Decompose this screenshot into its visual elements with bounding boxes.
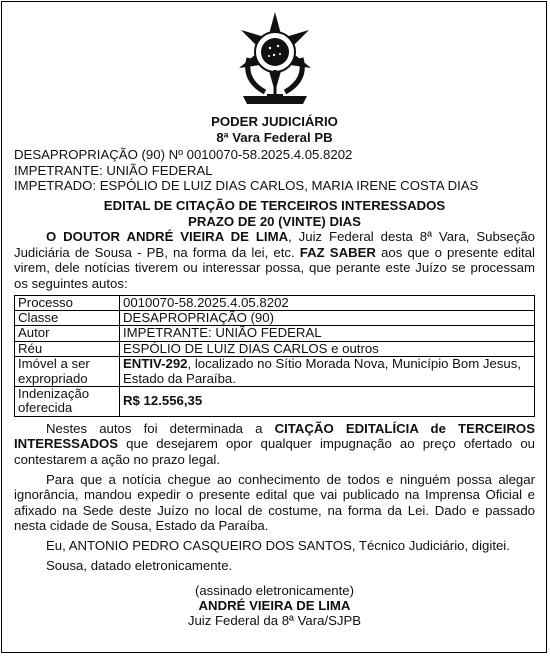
edital-title-line1: EDITAL DE CITAÇÃO DE TERCEIROS INTERESSADOS xyxy=(103,197,446,213)
indenizacao-value: R$ 12.556,35 xyxy=(123,393,203,409)
intro-text-2: aos que o presente edital virem, dele notícias tiverem ou interessar possa, que perante este Juízo se processam os seguintes autos: xyxy=(14,244,535,291)
table-cell-value: DESAPROPRIAÇÃO (90) xyxy=(120,310,535,325)
typist-paragraph: Eu, ANTONIO PEDRO CASQUEIRO DOS SANTOS, Técnico Judiciário, digitei. xyxy=(46,537,510,553)
org-name: PODER JUDICIÁRIO xyxy=(211,114,338,129)
table-cell-value: 0010070-58.2025.4.05.8202 xyxy=(120,295,535,310)
citation-text-b: que desejarem opor qualquer impugnação ao preço ofertado ou contestarem a ação no prazo legal. xyxy=(14,436,535,467)
process-info xyxy=(14,147,535,194)
edital-title xyxy=(14,198,535,229)
brazil-coat-of-arms-icon xyxy=(225,8,325,108)
place-date-paragraph: Sousa, datado eletronicamente. xyxy=(46,557,233,573)
publication-paragraph: Para que a notícia chegue ao conhecimento de todos e ninguém possa alegar ignorância, mandou expedir o presente edital que vai publicado na Imprensa Oficial e afixado na Sede deste Juízo no local de costume, na forma da Lei. Dado e passado nesta cidade de Sousa, Estado da Paraíba. xyxy=(14,471,535,534)
table-cell-label: Réu xyxy=(15,341,120,356)
citation-bold: CITAÇÃO EDITALÍCIA de TERCEIROS INTERESSADOS xyxy=(14,420,535,452)
intro-paragraph xyxy=(14,229,535,291)
table-cell-value: IMPETRANTE: UNIÃO FEDERAL xyxy=(120,326,535,341)
citation-paragraph xyxy=(14,421,535,468)
table-row xyxy=(15,386,535,416)
signer-role: Juiz Federal da 8ª Vara/SJPB xyxy=(187,613,362,629)
table-cell-label: Indenização oferecida xyxy=(15,386,120,416)
signature-note: (assinado eletronicamente) xyxy=(194,583,355,599)
table-cell-label: Autor xyxy=(15,326,120,341)
imovel-description: , localizado no Sítio Morada Nova, Município Bom Jesus, Estado da Paraíba. xyxy=(123,356,522,386)
table-cell-value xyxy=(120,357,535,387)
judge-name-bold: O DOUTOR ANDRÉ VIEIRA DE LIMA xyxy=(46,229,289,245)
signature-block xyxy=(14,583,535,628)
edital-page xyxy=(1,1,547,653)
signer-name: ANDRÉ VIEIRA DE LIMA xyxy=(198,598,351,614)
faz-saber-bold: FAZ SABER xyxy=(299,244,376,260)
court-header xyxy=(14,114,535,145)
table-cell-label: Classe xyxy=(15,310,120,325)
table-cell-label: Imóvel a ser expropriado xyxy=(15,357,120,387)
edital-title-line2: PRAZO DE 20 (VINTE) DIAS xyxy=(188,213,361,229)
coat-of-arms-emblem xyxy=(14,8,535,108)
table-cell-label: Processo xyxy=(15,295,120,310)
table-row xyxy=(15,341,535,356)
court-name: 8ª Vara Federal PB xyxy=(216,129,333,145)
process-number-line: DESAPROPRIAÇÃO (90) Nº 0010070-58.2025.4.05.8202 xyxy=(14,147,353,163)
citation-text-a: Nestes autos foi determinada a xyxy=(46,420,275,436)
table-cell-value: ESPÓLIO DE LUIZ DIAS CARLOS e outros xyxy=(120,341,535,356)
impetrante-line: IMPETRANTE: UNIÃO FEDERAL xyxy=(14,162,213,178)
table-cell-value xyxy=(120,386,535,416)
table-row xyxy=(15,357,535,387)
table-row xyxy=(15,326,535,341)
process-details-table xyxy=(14,295,535,417)
intro-text-1: , Juiz Federal desta 8ª Vara, Subseção Judiciária de Sousa - PB, na forma da lei, etc. xyxy=(14,229,536,260)
impetrado-line: IMPETRADO: ESPÓLIO DE LUIZ DIAS CARLOS, MARIA IRENE COSTA DIAS xyxy=(14,178,479,194)
table-row xyxy=(15,310,535,325)
table-row xyxy=(15,295,535,310)
imovel-code: ENTIV-292 xyxy=(123,356,188,372)
